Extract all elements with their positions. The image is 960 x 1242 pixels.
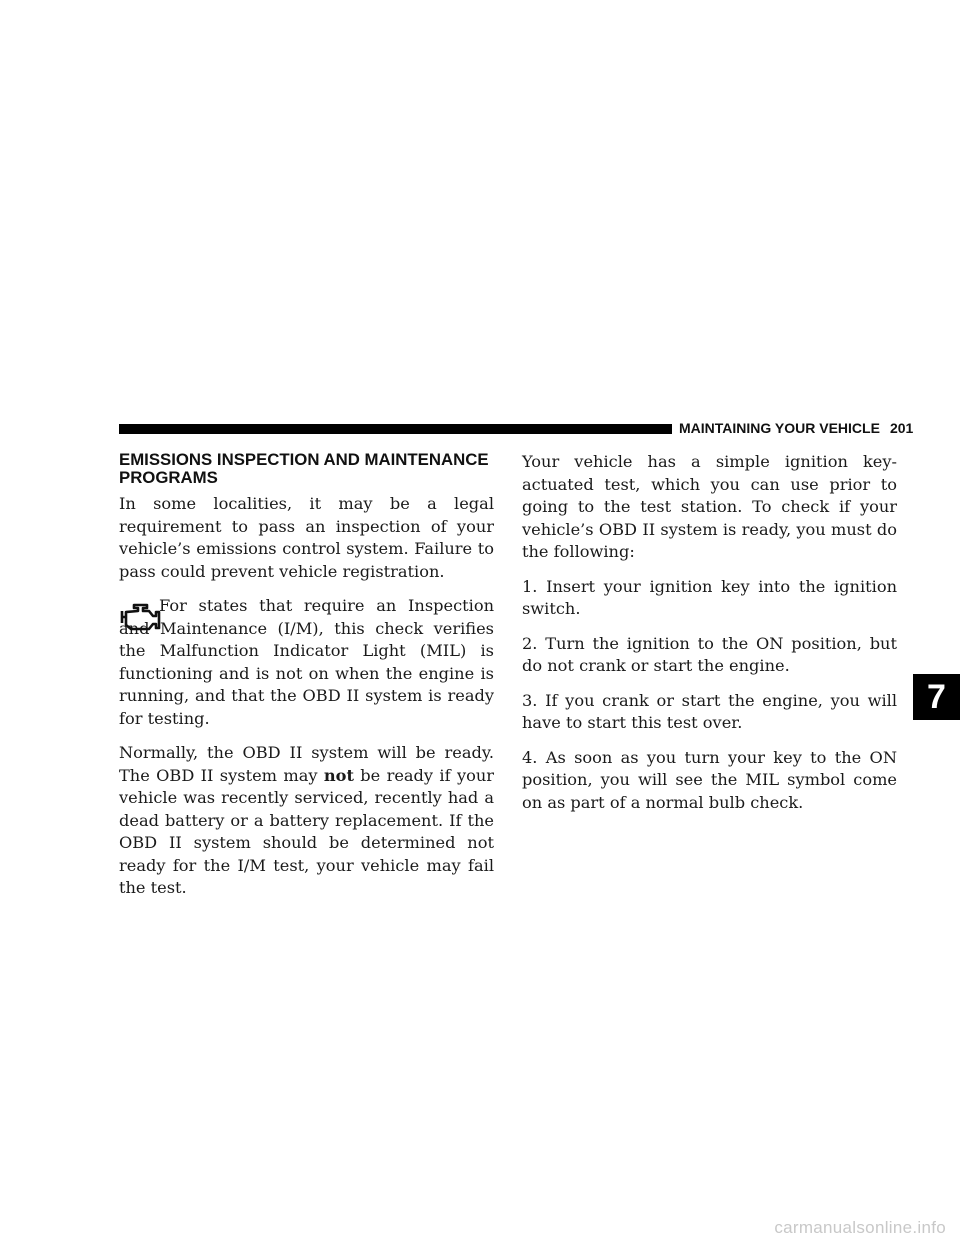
left-column bbox=[119, 451, 494, 912]
header-rule bbox=[119, 424, 672, 434]
chapter-tab: 7 bbox=[913, 674, 960, 720]
section-title: MAINTAINING YOUR VEHICLE bbox=[679, 420, 880, 436]
check-engine-icon bbox=[119, 603, 161, 631]
readiness-paragraph: Normally, the OBD II system will be ready. The OBD II system may not be ready if your vehicle was recently serviced, recently had a dead battery or a battery replacement. If the OBD II system should be determined not ready for the I/M test, your vehicle may fail the test. bbox=[119, 743, 494, 897]
mil-paragraph-block bbox=[119, 595, 494, 730]
step-3: 3. If you crank or start the engine, you will have to start this test over. bbox=[522, 690, 897, 732]
step-4: 4. As soon as you turn your key to the ON position, you will see the MIL symbol come on as part of a normal bulb check. bbox=[522, 747, 897, 812]
running-header bbox=[679, 420, 913, 436]
test-intro-paragraph: Your vehicle has a simple ignition key-actuated test, which you can use prior to going to the test station. To check if your vehicle’s OBD II system is ready, you must do the following: bbox=[522, 452, 897, 561]
emphasis-not: not bbox=[323, 765, 354, 785]
watermark: carmanualsonline.info bbox=[774, 1218, 946, 1237]
right-column bbox=[522, 451, 897, 826]
step-1: 1. Insert your ignition key into the ignition switch. bbox=[522, 576, 897, 618]
mil-paragraph: For states that require an Inspection and Maintenance (I/M), this check verifies the Malfunction Indicator Light (MIL) is functioning and is not on when the engine is running, and that the OBD II system is ready for testing. bbox=[119, 596, 494, 728]
step-2: 2. Turn the ignition to the ON position, but do not crank or start the engine. bbox=[522, 633, 897, 675]
intro-paragraph: In some localities, it may be a legal requirement to pass an inspection of your vehicle’s emissions control system. Failure to pass could prevent vehicle registration. bbox=[119, 494, 494, 581]
page-number: 201 bbox=[889, 420, 914, 436]
section-heading: EMISSIONS INSPECTION AND MAINTENANCE PROGRAMS bbox=[119, 450, 489, 487]
